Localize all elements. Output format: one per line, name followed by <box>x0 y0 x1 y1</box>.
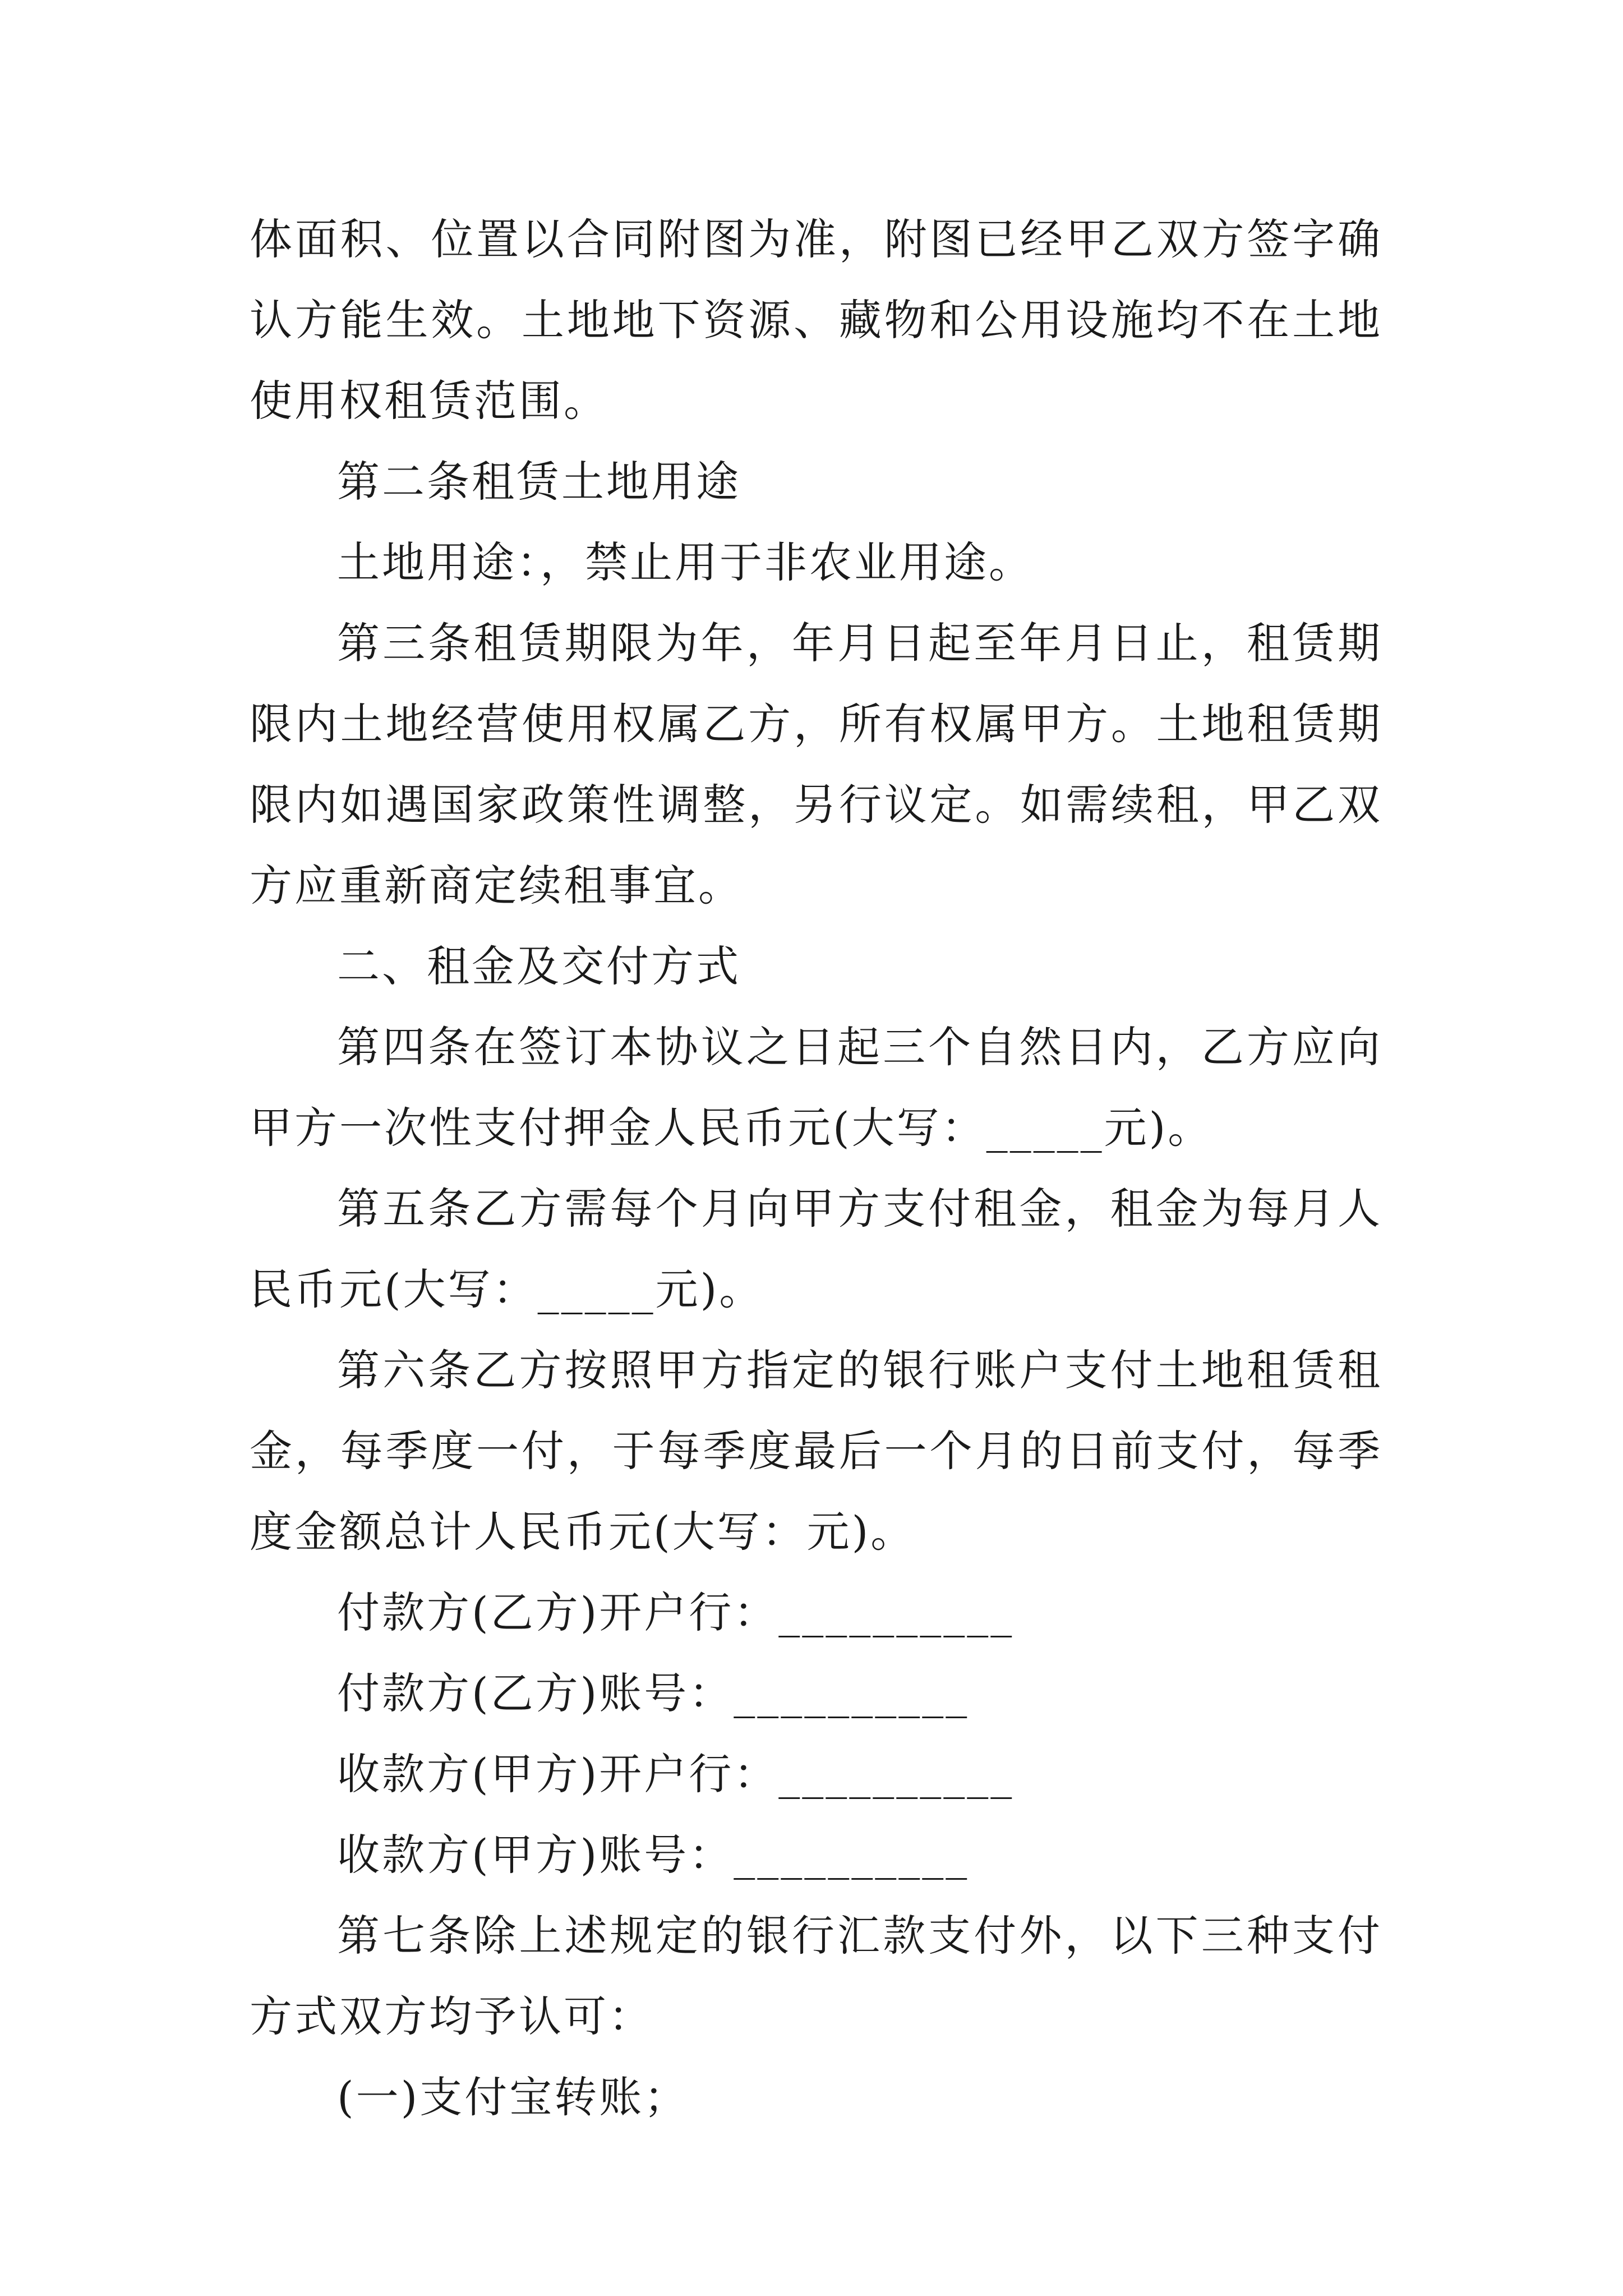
payee-bank-line: 收款方(甲方)开户行：__________ <box>337 1749 1015 1799</box>
document-body <box>250 199 1382 2138</box>
paragraph-article-4: 第四条在签订本协议之日起三个自然日内，乙方应向甲方一次性支付押金人民币元(大写：_____元)。 <box>250 1022 1382 1153</box>
paragraph-article-2-title: 第二条租赁土地用途 <box>337 457 741 507</box>
section-heading-rent: 二、租金及交付方式 <box>337 941 741 991</box>
payer-bank-line: 付款方(乙方)开户行：__________ <box>337 1588 1015 1637</box>
list-item-alipay: (一)支付宝转账； <box>337 2072 689 2122</box>
paragraph-land-use: 土地用途：，禁止用于非农业用途。 <box>337 537 1034 587</box>
paragraph-land-area: 体面积、位置以合同附图为准，附图已经甲乙双方签字确认方能生效。土地地下资源、藏物和公用设施均不在土地使用权租赁范围。 <box>250 214 1382 426</box>
payee-account-line: 收款方(甲方)账号：__________ <box>337 1830 970 1880</box>
paragraph-article-3: 第三条租赁期限为年，年月日起至年月日止，租赁期限内土地经营使用权属乙方，所有权属甲方。土地租赁期限内如遇国家政策性调整，另行议定。如需续租，甲乙双方应重新商定续租事宜。 <box>250 618 1382 910</box>
paragraph-article-6: 第六条乙方按照甲方指定的银行账户支付土地租赁租金，每季度一付，于每季度最后一个月的日前支付，每季度金额总计人民币元(大写：元)。 <box>250 1345 1382 1557</box>
payer-account-line: 付款方(乙方)账号：__________ <box>337 1668 970 1718</box>
paragraph-article-7: 第七条除上述规定的银行汇款支付外，以下三种支付方式双方均予认可： <box>250 1911 1382 2041</box>
paragraph-article-5: 第五条乙方需每个月向甲方支付租金，租金为每月人民币元(大写：_____元)。 <box>250 1184 1382 1314</box>
